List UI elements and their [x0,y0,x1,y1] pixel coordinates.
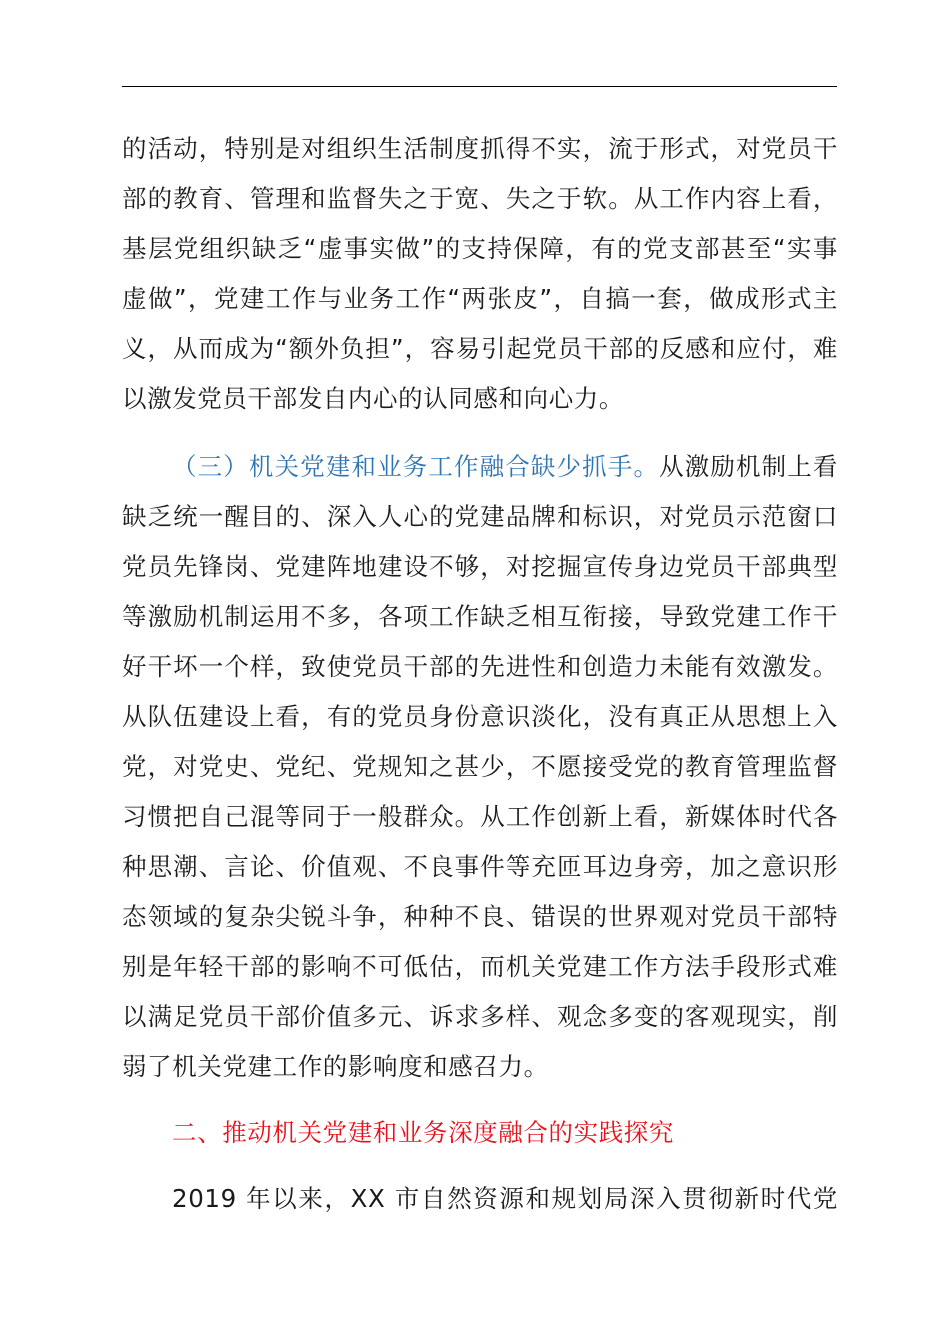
text-line: 缺乏统一醒目的、深入人心的党建品牌和标识，对党员示范窗口 [122,502,838,531]
text-line: 以激发党员干部发自内心的认同感和向心力。 [122,384,624,413]
text-line: 种思潮、言论、价值观、不良事件等充匝耳边身旁，加之意识形 [122,852,838,881]
text-line: 以满足党员干部价值多元、诉求多样、观念多变的客观现实，削 [122,1002,838,1031]
text-line: 义，从而成为“额外负担”，容易引起党员干部的反感和应付，难 [122,334,838,363]
subsection-heading: （三）机关党建和业务工作融合缺少抓手。 [172,452,660,481]
text-line: 习惯把自己混等同于一般群众。从工作创新上看，新媒体时代各 [122,802,838,831]
text-line [122,442,838,492]
heading-continuation: 从激励机制上看 [659,452,838,481]
text-line: 的活动，特别是对组织生活制度抓得不实，流于形式，对党员干 [122,134,838,163]
paragraph-3-line: 2019 年以来，XX 市自然资源和规划局深入贯彻新时代党 [172,1184,838,1213]
text-line: 从队伍建设上看，有的党员身份意识淡化，没有真正从思想上入 [122,702,838,731]
text-line: 部的教育、管理和监督失之于宽、失之于软。从工作内容上看， [122,184,838,213]
text-line: 好干坏一个样，致使党员干部的先进性和创造力未能有效激发。 [122,652,838,681]
text-line: 基层党组织缺乏“虚事实做”的支持保障，有的党支部甚至“实事 [122,234,838,263]
text-line: 弱了机关党建工作的影响度和感召力。 [122,1052,549,1081]
text-line: 等激励机制运用不多，各项工作缺乏相互衔接，导致党建工作干 [122,602,838,631]
text-line: 态领域的复杂尖锐斗争，种种不良、错误的世界观对党员干部特 [122,902,838,931]
header-rule [122,86,837,87]
text-line: 虚做”，党建工作与业务工作“两张皮”，自搞一套，做成形式主 [122,284,838,313]
text-line: 别是年轻干部的影响不可低估，而机关党建工作方法手段形式难 [122,952,838,981]
text-line: 党，对党史、党纪、党规知之甚少，不愿接受党的教育管理监督 [122,752,838,781]
paragraph-2 [122,442,838,1092]
document-page [122,124,838,1224]
section-heading: 二、推动机关党建和业务深度融合的实践探究 [172,1118,674,1147]
paragraph-1 [122,124,838,424]
text-line: 党员先锋岗、党建阵地建设不够，对挖掘宣传身边党员干部典型 [122,552,838,581]
